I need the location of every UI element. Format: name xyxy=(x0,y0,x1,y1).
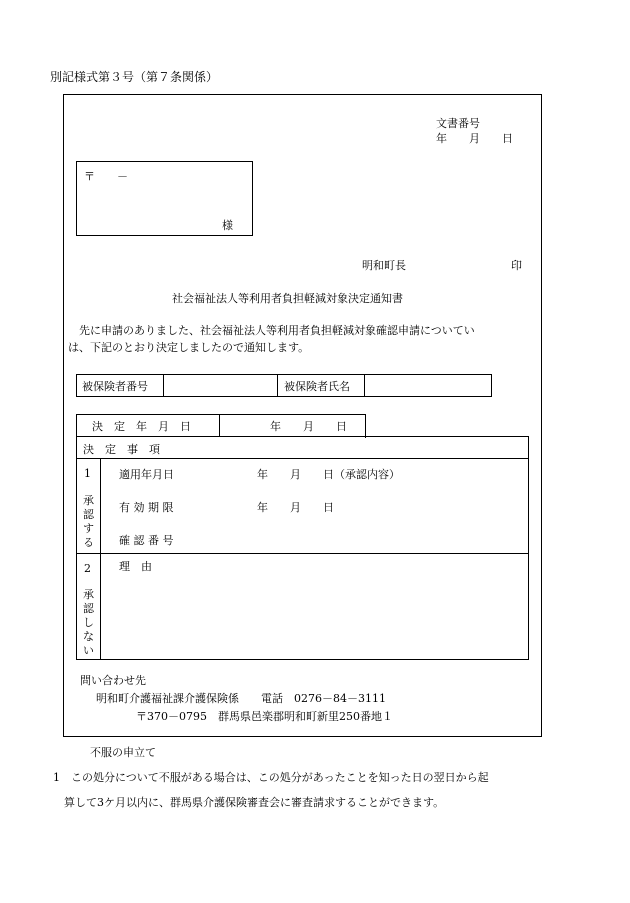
recipient-honorific: 様 xyxy=(222,219,233,232)
decision-date-value: 年 月 日 xyxy=(270,420,347,433)
body-text-line-1: 先に申請のありました、社会福祉法人等利用者負担軽減対象確認申請についてい xyxy=(68,324,475,337)
approve-vertical-2: 認 xyxy=(83,508,94,521)
seal-mark: 印 xyxy=(511,259,522,272)
deny-vertical-4: な xyxy=(83,630,94,643)
valid-period-value: 年 月 日 xyxy=(257,501,334,514)
insured-number-label: 被保険者番号 xyxy=(82,380,148,393)
apply-date-value: 年 月 日（承認内容） xyxy=(257,468,400,481)
appeal-text-line-1: 1 この処分について不服がある場合は、この処分があったことを知った日の翌日から起 xyxy=(53,771,489,784)
apply-date-label: 適用年月日 xyxy=(119,468,174,481)
contact-address: 〒370－0795 群馬県邑楽郡明和町新里250番地１ xyxy=(136,710,393,723)
approve-number: 1 xyxy=(84,467,91,480)
valid-period-label: 有 効 期 限 xyxy=(119,501,174,514)
approve-vertical-1: 承 xyxy=(83,494,94,507)
deny-vertical-5: い xyxy=(83,644,94,657)
deny-vertical-1: 承 xyxy=(83,588,94,601)
contact-department: 明和町介護福祉課介護保険係 電話 0276－84－3111 xyxy=(96,692,386,705)
approve-vertical-3: す xyxy=(83,522,94,535)
deny-vertical-3: し xyxy=(83,616,94,629)
date-line: 年 月 日 xyxy=(436,132,513,145)
reason-label: 理 由 xyxy=(119,560,152,573)
appeal-text-line-2: 算して3ケ月以内に、群馬県介護保険審査会に審査請求することができます。 xyxy=(64,796,445,809)
decision-date-label: 決 定 年 月 日 xyxy=(92,420,191,433)
notice-title: 社会福祉法人等利用者負担軽減対象決定通知書 xyxy=(172,292,403,305)
form-label: 別記様式第３号（第７条関係） xyxy=(50,70,219,84)
body-text-line-2: は、下記のとおり決定しましたので通知します。 xyxy=(68,341,310,354)
approve-vertical-4: る xyxy=(83,536,94,549)
deny-number: 2 xyxy=(84,562,91,575)
doc-number-label: 文書番号 xyxy=(436,117,480,130)
appeal-label: 不服の申立て xyxy=(90,746,156,759)
mayor-name: 明和町長 xyxy=(362,259,406,272)
contact-label: 問い合わせ先 xyxy=(80,674,146,687)
confirm-number-label: 確 認 番 号 xyxy=(119,534,174,547)
insured-name-label: 被保険者氏名 xyxy=(284,380,350,393)
postal-code: 〒 － xyxy=(84,170,128,183)
decision-items-label: 決 定 事 項 xyxy=(83,443,160,456)
deny-vertical-2: 認 xyxy=(83,602,94,615)
